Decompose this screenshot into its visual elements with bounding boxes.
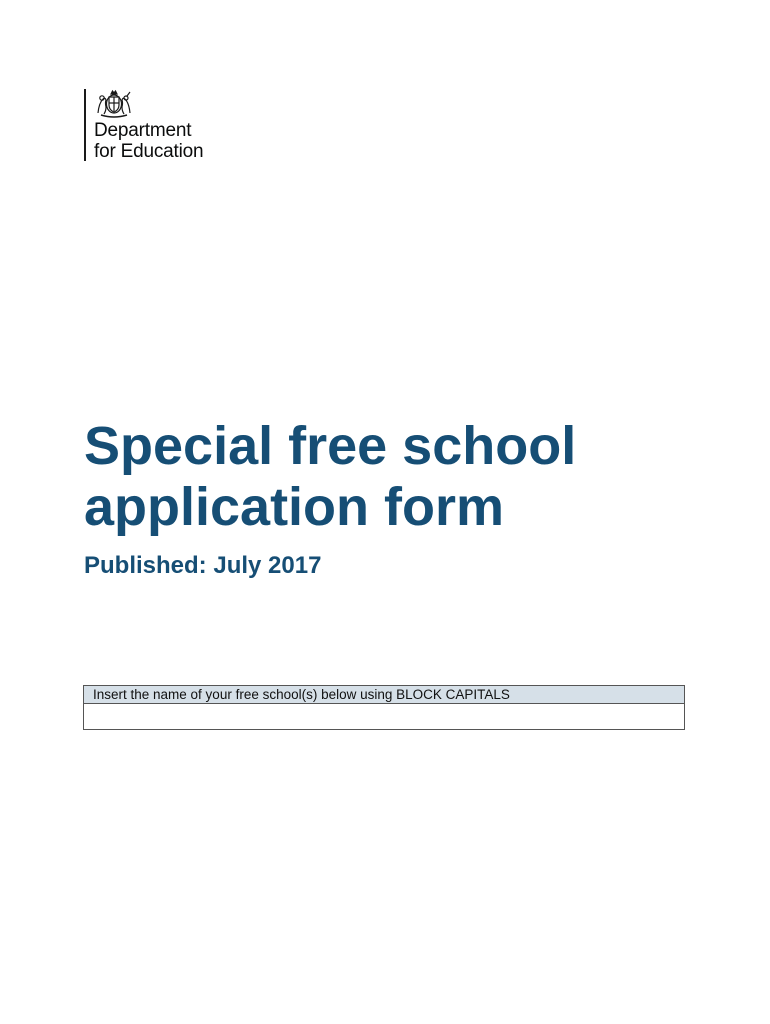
school-name-input[interactable] — [84, 704, 684, 729]
published-date: Published: July 2017 — [84, 552, 322, 579]
royal-coat-of-arms-icon — [94, 89, 134, 119]
department-logo — [84, 89, 203, 161]
department-name-line2: for Education — [94, 141, 204, 162]
school-name-table — [83, 685, 685, 730]
school-name-instruction: Insert the name of your free school(s) below using BLOCK CAPITALS — [84, 686, 685, 704]
school-name-cell — [84, 704, 685, 730]
document-title: Special free school application form — [84, 416, 577, 537]
department-name-line1: Department — [94, 120, 192, 141]
